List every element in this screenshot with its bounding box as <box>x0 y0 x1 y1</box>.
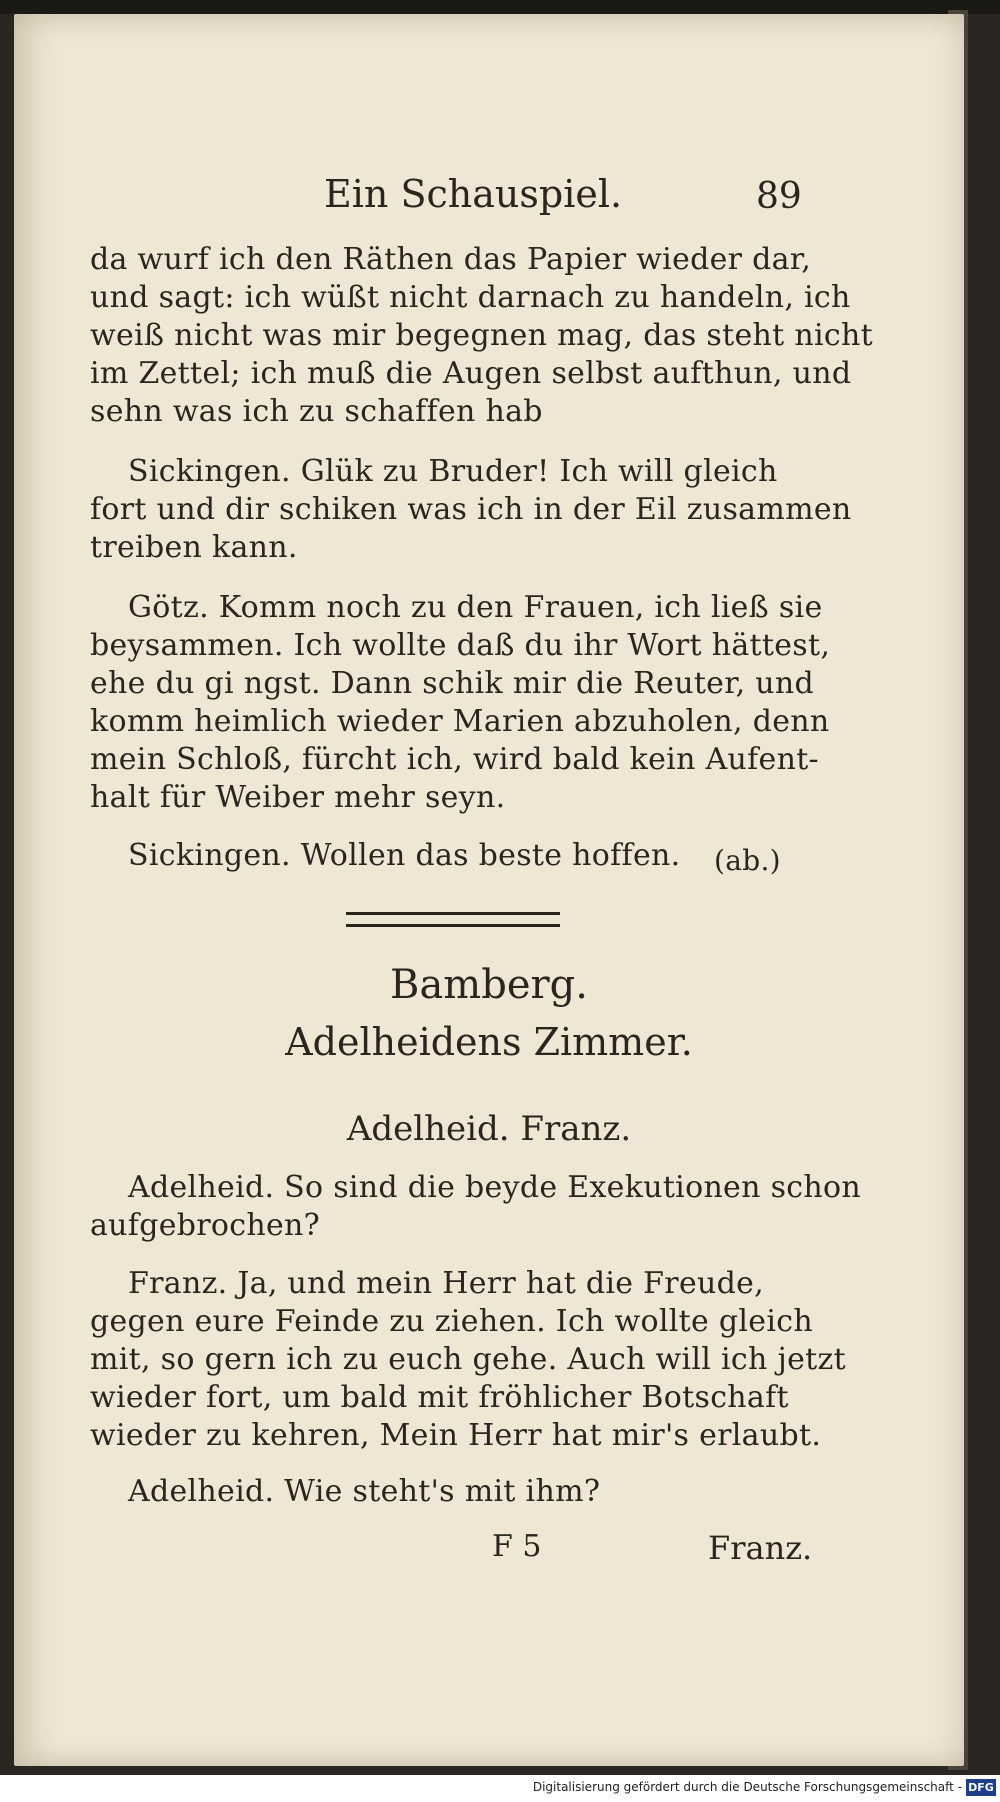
section-divider <box>346 912 560 927</box>
running-title: Ein Schauspiel. <box>324 172 623 216</box>
book-page <box>14 14 964 1766</box>
speech-line: Sickingen. Glük zu Bruder! Ich will gleich <box>128 454 778 489</box>
text-line: aufgebrochen? <box>90 1208 321 1243</box>
catchword: Franz. <box>708 1529 813 1567</box>
text-line: ehe du gi ngst. Dann schik mir die Reuter, und <box>90 666 814 701</box>
text-line: wieder zu kehren, Mein Herr hat mir's erlaubt. <box>90 1418 822 1453</box>
stage-direction: (ab.) <box>714 844 781 877</box>
text-line: im Zettel; ich muß die Augen selbst aufthun, und <box>90 356 852 391</box>
speech-line: Sickingen. Wollen das beste hoffen. <box>128 838 681 873</box>
text-line: fort und dir schiken was ich in der Eil zusammen <box>90 492 852 527</box>
text-line: sehn was ich zu schaffen hab <box>90 394 543 429</box>
speech-line: Franz. Ja, und mein Herr hat die Freude, <box>128 1266 765 1301</box>
text-line: mein Schloß, fürcht ich, wird bald kein Aufent- <box>90 742 819 777</box>
page-number: 89 <box>756 176 802 217</box>
text-line: treiben kann. <box>90 530 298 565</box>
speech-line: Götz. Komm noch zu den Frauen, ich ließ sie <box>128 590 823 625</box>
dfg-logo: DFG <box>966 1779 996 1796</box>
text-line: komm heimlich wieder Marien abzuholen, denn <box>90 704 830 739</box>
text-line: wieder fort, um bald mit fröhlicher Botschaft <box>90 1380 789 1415</box>
text-line: mit, so gern ich zu euch gehe. Auch will ich jetzt <box>90 1342 846 1377</box>
signature-mark: F 5 <box>492 1529 542 1564</box>
text-line: beysammen. Ich wollte daß du ihr Wort hättest, <box>90 628 831 663</box>
footer-credit: Digitalisierung gefördert durch die Deutsche Forschungsgemeinschaft - <box>532 1780 962 1794</box>
digitization-footer <box>0 1775 1000 1802</box>
scan-frame-top <box>0 0 1000 14</box>
text-line: und sagt: ich wüßt nicht darnach zu handeln, ich <box>90 280 851 315</box>
text-line: gegen eure Feinde zu ziehen. Ich wollte gleich <box>90 1304 813 1339</box>
scene-room-heading: Adelheidens Zimmer. <box>285 1020 693 1064</box>
speech-line: Adelheid. So sind die beyde Exekutionen schon <box>128 1170 861 1205</box>
scene-cast-list: Adelheid. Franz. <box>346 1109 632 1149</box>
text-line: weiß nicht was mir begegnen mag, das steht nicht <box>90 318 873 353</box>
scene-place-heading: Bamberg. <box>390 962 588 1008</box>
text-line: halt für Weiber mehr seyn. <box>90 780 506 815</box>
speech-line: Adelheid. Wie steht's mit ihm? <box>128 1474 601 1509</box>
text-line: da wurf ich den Räthen das Papier wieder dar, <box>90 242 812 277</box>
